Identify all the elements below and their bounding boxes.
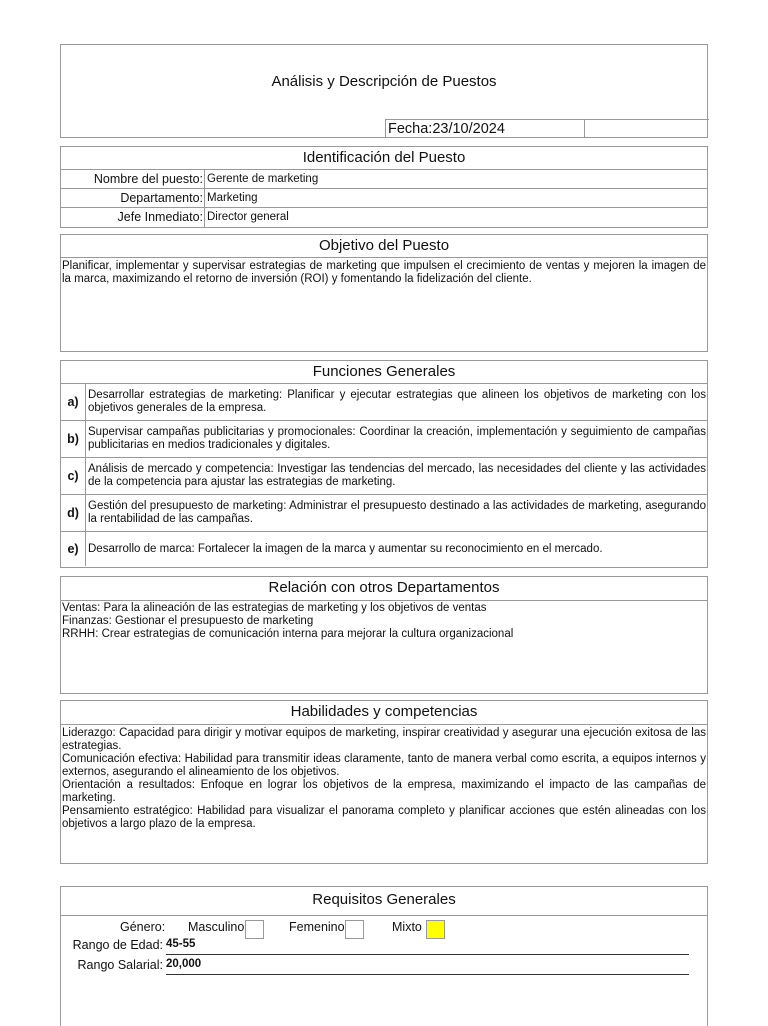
date-row bbox=[385, 119, 709, 139]
salario-underline bbox=[166, 974, 689, 975]
habilidades-section bbox=[60, 700, 708, 864]
id-label: Departamento: bbox=[61, 189, 205, 207]
funcion-letter: b) bbox=[61, 421, 86, 457]
document-title: Análisis y Descripción de Puestos bbox=[271, 73, 497, 90]
edad-underline bbox=[166, 954, 689, 955]
funcion-text: Desarrollar estrategias de marketing: Planificar y ejecutar estrategias que alineen los objetivos de marketing con los objetivos generales de la empresa. bbox=[88, 389, 706, 414]
funcion-text: Análisis de mercado y competencia: Investigar las tendencias del mercado, las necesidades del cliente y las actividades de la competencia para ajustar las estrategias de marketing. bbox=[88, 463, 706, 488]
objetivo-section bbox=[60, 234, 708, 352]
genero-label: Género: bbox=[120, 920, 166, 934]
funcion-row bbox=[61, 384, 707, 421]
funcion-letter: a) bbox=[61, 384, 86, 420]
document-header bbox=[60, 44, 708, 138]
relacion-section bbox=[60, 576, 708, 694]
funcion-text: Gestión del presupuesto de marketing: Administrar el presupuesto destinado a las actividades de marketing, asegurando la rentabilidad de las campañas. bbox=[88, 500, 706, 525]
option-label-mixto: Mixto bbox=[392, 920, 422, 934]
id-value: Gerente de marketing bbox=[207, 173, 319, 185]
salario-value: 20,000 bbox=[166, 958, 202, 970]
relacion-body bbox=[61, 601, 707, 642]
relacion-line: RRHH: Crear estrategias de comunicación interna para mejorar la cultura organizacional bbox=[62, 628, 514, 640]
date-field: Fecha:23/10/2024 bbox=[385, 120, 585, 138]
habilidades-title: Habilidades y competencias bbox=[61, 701, 707, 725]
edad-label: Rango de Edad: bbox=[72, 938, 163, 952]
id-row-departamento bbox=[61, 189, 707, 208]
requisitos-section bbox=[60, 886, 708, 1026]
identificacion-section bbox=[60, 146, 708, 228]
edad-value: 45-55 bbox=[166, 938, 196, 950]
habilidad-line: Pensamiento estratégico: Habilidad para visualizar el panorama completo y planificar acciones que estén alineadas con los objetivos a largo plazo de la empresa. bbox=[62, 805, 706, 830]
option-label-masculino: Masculino bbox=[188, 920, 245, 934]
id-row-nombre bbox=[61, 170, 707, 189]
funcion-letter: d) bbox=[61, 495, 86, 531]
funcion-letter: c) bbox=[61, 458, 86, 494]
funcion-text: Supervisar campañas publicitarias y promocionales: Coordinar la creación, implementación y seguimiento de campañas publicitarias en medios tradicionales y digitales. bbox=[88, 426, 706, 451]
edad-row bbox=[61, 937, 689, 955]
habilidad-line: Comunicación efectiva: Habilidad para transmitir ideas claramente, tanto de manera verbal como escrita, a equipos internos y externos, asegurando el alineamiento de los objetivos. bbox=[62, 753, 706, 778]
funciones-section bbox=[60, 360, 708, 568]
relacion-title: Relación con otros Departamentos bbox=[61, 577, 707, 601]
relacion-line: Finanzas: Gestionar el presupuesto de marketing bbox=[62, 615, 314, 627]
id-value: Marketing bbox=[207, 192, 258, 204]
habilidad-line: Orientación a resultados: Enfoque en lograr los objetivos de la empresa, maximizando el impacto de las campañas de marketing. bbox=[62, 779, 706, 804]
funcion-text: Desarrollo de marca: Fortalecer la imagen de la marca y aumentar su reconocimiento en el mercado. bbox=[88, 542, 603, 555]
salario-row bbox=[61, 957, 689, 975]
identificacion-title: Identificación del Puesto bbox=[61, 147, 707, 170]
habilidades-body bbox=[61, 725, 707, 833]
id-value: Director general bbox=[207, 211, 289, 223]
id-row-jefe bbox=[61, 208, 707, 227]
habilidad-line: Liderazgo: Capacidad para dirigir y motivar equipos de marketing, inspirar creatividad y asegurar una ejecución exitosa de las estrategias. bbox=[62, 727, 706, 752]
funcion-row bbox=[61, 495, 707, 532]
funciones-title: Funciones Generales bbox=[61, 361, 707, 384]
requisitos-title: Requisitos Generales bbox=[61, 887, 707, 916]
objetivo-text: Planificar, implementar y supervisar estrategias de marketing que impulsen el crecimiento de ventas y mejoren la imagen de la marca, maximizando el retorno de inversión (ROI) y fomentando la fidelización del cliente. bbox=[62, 260, 706, 285]
funcion-letter: e) bbox=[61, 532, 86, 566]
funcion-row bbox=[61, 458, 707, 495]
id-label: Nombre del puesto: bbox=[61, 170, 205, 188]
funcion-row bbox=[61, 421, 707, 458]
funcion-row bbox=[61, 532, 707, 566]
id-label: Jefe Inmediato: bbox=[61, 208, 205, 227]
option-label-femenino: Femenino bbox=[289, 920, 345, 934]
relacion-line: Ventas: Para la alineación de las estrategias de marketing y los objetivos de ventas bbox=[62, 602, 487, 614]
salario-label: Rango Salarial: bbox=[77, 958, 163, 972]
objetivo-title: Objetivo del Puesto bbox=[61, 235, 707, 258]
